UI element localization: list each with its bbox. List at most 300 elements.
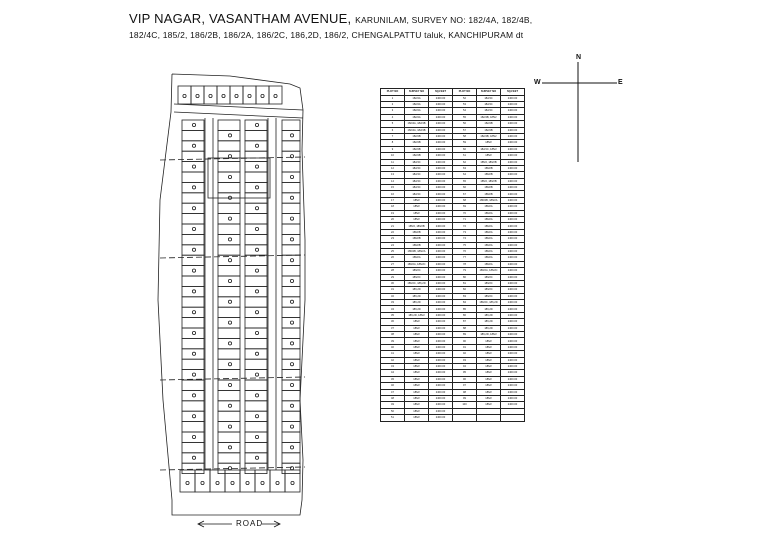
table-cell: 2400.00 xyxy=(501,210,525,216)
plot-marker xyxy=(290,238,293,241)
table-cell: 2 xyxy=(381,101,405,107)
table-cell: 186/2A xyxy=(477,210,501,216)
table-cell: 182/4C xyxy=(477,101,501,107)
table-cell: 185/2 xyxy=(405,204,429,210)
plot-marker xyxy=(228,279,231,282)
table-cell: 182/4C, 185/2 xyxy=(477,146,501,152)
plot xyxy=(282,411,300,421)
plot-marker xyxy=(192,456,195,459)
table-cell: 186/2 xyxy=(477,338,501,344)
plot xyxy=(218,141,240,151)
plot-marker xyxy=(192,186,195,189)
plot xyxy=(245,172,267,182)
table-cell: 185/2 xyxy=(405,210,429,216)
plot-marker xyxy=(183,94,186,97)
plot-marker xyxy=(192,227,195,230)
table-cell: 2400.00 xyxy=(501,357,525,363)
plot xyxy=(282,266,300,276)
table-cell: 182/4A, 182/4B xyxy=(405,127,429,133)
table-cell: 96 xyxy=(453,376,477,382)
table-cell: 186/2A xyxy=(477,236,501,242)
table-cell: 97 xyxy=(453,383,477,389)
plot-marker xyxy=(255,311,258,314)
plot xyxy=(218,234,240,244)
table-cell: 23 xyxy=(381,236,405,242)
table-cell: 2400.00 xyxy=(429,217,453,223)
table-cell: 60 xyxy=(453,146,477,152)
plot xyxy=(245,453,267,463)
table-cell: 2400.00 xyxy=(429,351,453,357)
table-cell: 36 xyxy=(381,319,405,325)
plot xyxy=(178,86,191,104)
table-cell: 2400.00 xyxy=(501,338,525,344)
table-cell: 2400.00 xyxy=(501,242,525,248)
table-cell: 186/2C xyxy=(477,274,501,280)
plot-marker xyxy=(228,259,231,262)
plot-marker xyxy=(290,279,293,282)
compass-east-label: E xyxy=(618,79,623,86)
plot xyxy=(182,297,204,307)
title-line-2: 182/4C, 185/2, 186/2B, 186/2A, 186/2C, 186,2D, 186/2, CHENGALPATTU taluk, KANCHIPURAM dt xyxy=(129,30,524,40)
plot xyxy=(182,390,204,400)
table-cell: 2400.00 xyxy=(429,210,453,216)
plot xyxy=(204,86,217,104)
plot xyxy=(218,162,240,172)
site-boundary xyxy=(158,74,305,515)
plot-marker xyxy=(274,94,277,97)
table-cell: 186/2B xyxy=(477,172,501,178)
table-cell: 2400.00 xyxy=(501,133,525,139)
table-cell: 186/2B xyxy=(477,165,501,171)
table-cell: 186/2 xyxy=(405,370,429,376)
table-cell: 2400.00 xyxy=(501,402,525,408)
plot xyxy=(282,359,300,369)
plot-marker xyxy=(255,269,258,272)
plot xyxy=(218,422,240,432)
plot-marker xyxy=(192,331,195,334)
plot xyxy=(245,307,267,317)
table-cell: 186/2 xyxy=(405,332,429,338)
table-cell: 2400.00 xyxy=(501,280,525,286)
table-cell: 2400.00 xyxy=(429,325,453,331)
table-cell: 2400.00 xyxy=(429,248,453,254)
table-cell: 9 xyxy=(381,146,405,152)
table-cell: 31 xyxy=(381,287,405,293)
table-cell: 2400.00 xyxy=(501,351,525,357)
table-cell: 186/2 xyxy=(477,402,501,408)
table-cell: 2400.00 xyxy=(501,389,525,395)
table-cell: 32 xyxy=(381,293,405,299)
road-label: ROAD xyxy=(236,519,264,528)
plot xyxy=(282,172,300,182)
table-header: SURVEY NO xyxy=(477,89,501,96)
table-cell: 182/4B xyxy=(477,127,501,133)
plot-marker xyxy=(290,175,293,178)
plot xyxy=(282,151,300,161)
road-edge xyxy=(174,104,303,110)
table-cell: 186/2 xyxy=(405,383,429,389)
plot xyxy=(218,130,240,140)
table-cell: 57 xyxy=(453,127,477,133)
plot xyxy=(218,203,240,213)
table-cell: 182/4C xyxy=(405,165,429,171)
table-cell: 185/2 xyxy=(405,197,429,203)
table-cell: 63 xyxy=(453,165,477,171)
table-cell: 182/4A xyxy=(405,108,429,114)
plot-marker xyxy=(255,165,258,168)
table-cell: 2400.00 xyxy=(429,108,453,114)
plot xyxy=(282,234,300,244)
plot-marker xyxy=(196,94,199,97)
table-cell: 18 xyxy=(381,204,405,210)
plot xyxy=(218,214,240,224)
plot-marker xyxy=(248,94,251,97)
table-cell xyxy=(477,415,501,421)
table-cell: 2400.00 xyxy=(501,178,525,184)
plot xyxy=(282,141,300,151)
table-cell: 2400.00 xyxy=(429,178,453,184)
table-cell: 2400.00 xyxy=(429,332,453,338)
table-cell: 186/2C xyxy=(477,293,501,299)
table-cell: 78 xyxy=(453,261,477,267)
plot xyxy=(282,276,300,286)
table-cell: 38 xyxy=(381,332,405,338)
plot xyxy=(282,349,300,359)
table-cell: 182/4A xyxy=(405,101,429,107)
plot xyxy=(182,234,204,244)
table-cell: 2400.00 xyxy=(429,376,453,382)
table-cell: 2400.00 xyxy=(429,357,453,363)
plot xyxy=(245,182,267,192)
plot xyxy=(282,328,300,338)
plot-marker xyxy=(228,404,231,407)
table-cell: 52 xyxy=(453,95,477,101)
plot xyxy=(218,380,240,390)
table-cell: 2400.00 xyxy=(429,153,453,159)
table-cell: 33 xyxy=(381,300,405,306)
plot xyxy=(230,86,243,104)
table-cell: 182/4C xyxy=(405,172,429,178)
table-cell: 2400.00 xyxy=(429,172,453,178)
plot xyxy=(243,86,256,104)
plot-marker xyxy=(255,456,258,459)
table-cell: 99 xyxy=(453,395,477,401)
plot xyxy=(282,380,300,390)
table-cell: 186,2D xyxy=(405,300,429,306)
table-cell: 186/2 xyxy=(405,376,429,382)
table-cell: 95 xyxy=(453,370,477,376)
table-cell: 67 xyxy=(453,191,477,197)
plot xyxy=(182,141,204,151)
plot-marker xyxy=(192,415,195,418)
table-cell: 2400.00 xyxy=(429,197,453,203)
plot xyxy=(245,338,267,348)
plot-marker xyxy=(192,352,195,355)
plot xyxy=(218,276,240,286)
table-cell: 182/4C xyxy=(405,159,429,165)
plot-marker xyxy=(228,238,231,241)
table-cell: 2400.00 xyxy=(501,395,525,401)
table-cell: 2400.00 xyxy=(429,389,453,395)
table-cell: 2400.00 xyxy=(429,306,453,312)
plot-marker xyxy=(228,342,231,345)
table-cell: 182/4C xyxy=(477,95,501,101)
table-cell: 2400.00 xyxy=(429,364,453,370)
table-cell: 186/2A xyxy=(477,204,501,210)
table-cell: 2400.00 xyxy=(429,165,453,171)
table-cell: 80 xyxy=(453,274,477,280)
table-cell: 182/4C xyxy=(405,178,429,184)
plot xyxy=(282,203,300,213)
table-cell: 186/2B xyxy=(477,185,501,191)
table-cell: 186/2A, 186/2C xyxy=(477,268,501,274)
table-cell: 20 xyxy=(381,217,405,223)
table-cell: 70 xyxy=(453,210,477,216)
table-cell: 2400.00 xyxy=(429,395,453,401)
table-cell: 186/2 xyxy=(405,395,429,401)
table-cell: 186/2 xyxy=(405,319,429,325)
title-main: VIP NAGAR, VASANTHAM AVENUE, xyxy=(129,11,356,26)
table-header: SQ.FEET xyxy=(501,89,525,96)
table-cell: 2400.00 xyxy=(501,223,525,229)
plot xyxy=(218,432,240,442)
table-cell: 47 xyxy=(381,389,405,395)
plot-marker xyxy=(290,404,293,407)
plot xyxy=(282,297,300,307)
plot xyxy=(245,422,267,432)
plot-marker xyxy=(290,259,293,262)
plot-marker xyxy=(290,300,293,303)
plot xyxy=(182,162,204,172)
table-cell: 2400.00 xyxy=(429,140,453,146)
plot-marker xyxy=(291,481,294,484)
table-cell: 5 xyxy=(381,121,405,127)
plot xyxy=(245,286,267,296)
table-cell: 186,2D xyxy=(477,325,501,331)
table-cell: 86 xyxy=(453,312,477,318)
plot-marker xyxy=(186,481,189,484)
table-cell: 186,2D xyxy=(405,287,429,293)
plot xyxy=(218,359,240,369)
table-cell: 186/2C xyxy=(477,280,501,286)
table-cell: 2400.00 xyxy=(501,153,525,159)
plot xyxy=(245,380,267,390)
plot-marker xyxy=(192,165,195,168)
plot xyxy=(245,255,267,265)
table-cell: 45 xyxy=(381,376,405,382)
table-cell: 186,2D xyxy=(405,306,429,312)
table-cell: 2400.00 xyxy=(501,197,525,203)
plot xyxy=(218,338,240,348)
table-cell: 2400.00 xyxy=(429,127,453,133)
table-cell: 182/4A xyxy=(405,114,429,120)
table-cell: 40 xyxy=(381,344,405,350)
plot-marker xyxy=(228,300,231,303)
compass-north-label: N xyxy=(576,54,582,61)
table-cell: 185/2, 186/2B xyxy=(477,178,501,184)
plot-marker xyxy=(222,94,225,97)
plot xyxy=(245,318,267,328)
plot xyxy=(218,411,240,421)
plot xyxy=(218,172,240,182)
table-cell: 186/2 xyxy=(405,389,429,395)
table-cell: 7 xyxy=(381,133,405,139)
plot-marker xyxy=(290,321,293,324)
plot xyxy=(182,432,204,442)
table-cell: 2400.00 xyxy=(501,306,525,312)
table-cell: 2400.00 xyxy=(501,217,525,223)
plot xyxy=(245,359,267,369)
table-cell: 186/2A xyxy=(477,217,501,223)
plot-table xyxy=(380,88,525,422)
plot-marker xyxy=(192,311,195,314)
plot xyxy=(282,182,300,192)
table-cell: 6 xyxy=(381,127,405,133)
table-cell: 186/2 xyxy=(477,383,501,389)
plot xyxy=(282,422,300,432)
table-cell: 186/2A xyxy=(477,255,501,261)
table-cell: 182/4C xyxy=(405,191,429,197)
table-cell: 2400.00 xyxy=(429,185,453,191)
plot-marker xyxy=(255,415,258,418)
plot xyxy=(245,370,267,380)
table-cell: 79 xyxy=(453,268,477,274)
table-cell: 44 xyxy=(381,370,405,376)
table-cell: 2400.00 xyxy=(429,236,453,242)
table-cell: 2400.00 xyxy=(429,344,453,350)
table-cell: 186/2B xyxy=(405,229,429,235)
plot-marker xyxy=(290,196,293,199)
table-cell: 2400.00 xyxy=(429,229,453,235)
plot-marker xyxy=(255,331,258,334)
plot-marker xyxy=(290,383,293,386)
table-cell: 2400.00 xyxy=(501,248,525,254)
table-cell: 2400.00 xyxy=(429,159,453,165)
table-cell: 2400.00 xyxy=(501,185,525,191)
table-cell: 54 xyxy=(453,108,477,114)
plot xyxy=(218,442,240,452)
plot xyxy=(245,141,267,151)
plot xyxy=(218,401,240,411)
table-cell: 186,2D xyxy=(477,312,501,318)
table-cell: 24 xyxy=(381,242,405,248)
plot xyxy=(245,401,267,411)
table-cell: 91 xyxy=(453,344,477,350)
table-cell: 186/2 xyxy=(477,376,501,382)
plot xyxy=(245,214,267,224)
plot xyxy=(182,380,204,390)
plot-marker xyxy=(276,481,279,484)
plot-marker xyxy=(235,94,238,97)
table-cell xyxy=(453,415,477,421)
plot xyxy=(245,203,267,213)
table-cell: 186/2C xyxy=(405,268,429,274)
plot xyxy=(182,214,204,224)
table-cell: 186,2D xyxy=(405,293,429,299)
road-edge xyxy=(174,112,303,118)
table-cell: 186/2 xyxy=(405,415,429,421)
table-cell: 186/2B xyxy=(405,236,429,242)
plot xyxy=(218,328,240,338)
plot xyxy=(282,193,300,203)
table-cell: 2400.00 xyxy=(501,204,525,210)
table-cell: 186/2B xyxy=(477,191,501,197)
plot xyxy=(245,151,267,161)
table-cell: 27 xyxy=(381,261,405,267)
table-cell: 186/2 xyxy=(405,325,429,331)
table-cell: 17 xyxy=(381,197,405,203)
table-cell: 34 xyxy=(381,306,405,312)
table-cell: 94 xyxy=(453,364,477,370)
table-cell: 2400.00 xyxy=(429,319,453,325)
plot xyxy=(182,463,204,473)
table-cell: 2400.00 xyxy=(429,191,453,197)
table-cell: 186/2 xyxy=(405,338,429,344)
table-cell: 30 xyxy=(381,280,405,286)
table-cell: 71 xyxy=(453,217,477,223)
plot-marker xyxy=(192,207,195,210)
table-cell: 186/2 xyxy=(405,364,429,370)
plot xyxy=(282,255,300,265)
table-cell: 2400.00 xyxy=(501,376,525,382)
plot xyxy=(218,151,240,161)
plot xyxy=(282,120,300,130)
table-cell: 186/2 xyxy=(405,408,429,414)
table-cell: 186/2A xyxy=(477,261,501,267)
plot xyxy=(182,266,204,276)
table-cell: 185/2 xyxy=(477,153,501,159)
plot-marker xyxy=(231,481,234,484)
plot xyxy=(218,182,240,192)
table-cell: 2400.00 xyxy=(429,383,453,389)
table-cell: 182/4B, 185/2 xyxy=(477,133,501,139)
plot xyxy=(182,203,204,213)
table-cell: 2400.00 xyxy=(501,108,525,114)
table-cell: 15 xyxy=(381,185,405,191)
table-cell: 2400.00 xyxy=(501,325,525,331)
plot-marker xyxy=(290,217,293,220)
table-cell: 2400.00 xyxy=(429,268,453,274)
plot-marker xyxy=(228,134,231,137)
plot xyxy=(217,86,230,104)
plot xyxy=(182,401,204,411)
table-cell: 186/2A xyxy=(477,223,501,229)
table-cell: 2400.00 xyxy=(429,338,453,344)
plot-marker xyxy=(228,425,231,428)
plot xyxy=(256,86,269,104)
table-cell: 2400.00 xyxy=(501,101,525,107)
table-cell: 19 xyxy=(381,210,405,216)
plot xyxy=(245,266,267,276)
plot xyxy=(182,245,204,255)
table-cell: 186/2C xyxy=(477,287,501,293)
table-cell: 2400.00 xyxy=(501,121,525,127)
table-header: SQ.FEET xyxy=(429,89,453,96)
table-cell: 16 xyxy=(381,191,405,197)
table-cell: 87 xyxy=(453,319,477,325)
table-cell: 2400.00 xyxy=(501,274,525,280)
table-cell: 14 xyxy=(381,178,405,184)
table-cell: 2400.00 xyxy=(501,127,525,133)
table-cell: 2400.00 xyxy=(501,172,525,178)
table-cell: 2400.00 xyxy=(501,114,525,120)
table-cell: 56 xyxy=(453,121,477,127)
table-cell: 186/2A xyxy=(477,229,501,235)
table-cell: 88 xyxy=(453,325,477,331)
plot xyxy=(218,286,240,296)
table-cell: 2400.00 xyxy=(429,280,453,286)
table-cell: 186/2A, 186/2C xyxy=(405,261,429,267)
